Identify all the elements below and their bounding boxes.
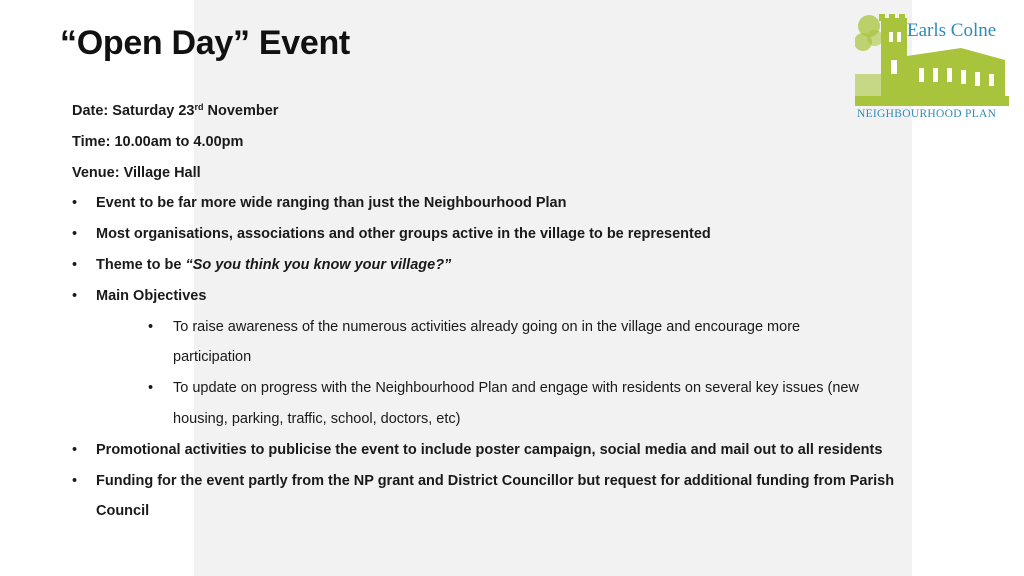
bullet-scope: • Event to be far more wide ranging than just the Neighbourhood Plan bbox=[72, 188, 922, 219]
bullet-main-objectives: • Main Objectives bbox=[72, 281, 922, 312]
theme-quote: “So you think you know your village?” bbox=[185, 256, 452, 273]
event-time: Time: 10.00am to 4.00pm bbox=[72, 133, 244, 150]
bullet-funding: • Funding for the event partly from the NP grant and District Councillor but request for additional funding from Parish Council bbox=[72, 466, 922, 528]
bullet-list bbox=[72, 188, 922, 527]
date-ordinal-suffix: rd bbox=[194, 102, 204, 112]
bullet-organisations: • Most organisations, associations and other groups active in the village to be represented bbox=[72, 219, 922, 250]
bullet-promotional-activities: • Promotional activities to publicise the event to include poster campaign, social media and mail out to all residents bbox=[72, 435, 922, 466]
logo-tagline: NEIGHBOURHOOD PLAN bbox=[857, 108, 997, 120]
logo-name: Earls Colne bbox=[907, 20, 997, 41]
bullet-theme: • Theme to be “So you think you know your village?” bbox=[72, 250, 922, 281]
event-date: Date: Saturday 23rd November bbox=[72, 102, 279, 119]
slide-title: “Open Day” Event bbox=[60, 24, 350, 62]
slide-body bbox=[72, 96, 922, 527]
objective-awareness: • To raise awareness of the numerous activities already going on in the village and encourage more participation bbox=[72, 312, 922, 374]
objective-progress-update: • To update on progress with the Neighbourhood Plan and engage with residents on several key issues (new housing, parking, traffic, school, doctors, etc) bbox=[72, 373, 922, 435]
event-venue: Venue: Village Hall bbox=[72, 164, 201, 181]
